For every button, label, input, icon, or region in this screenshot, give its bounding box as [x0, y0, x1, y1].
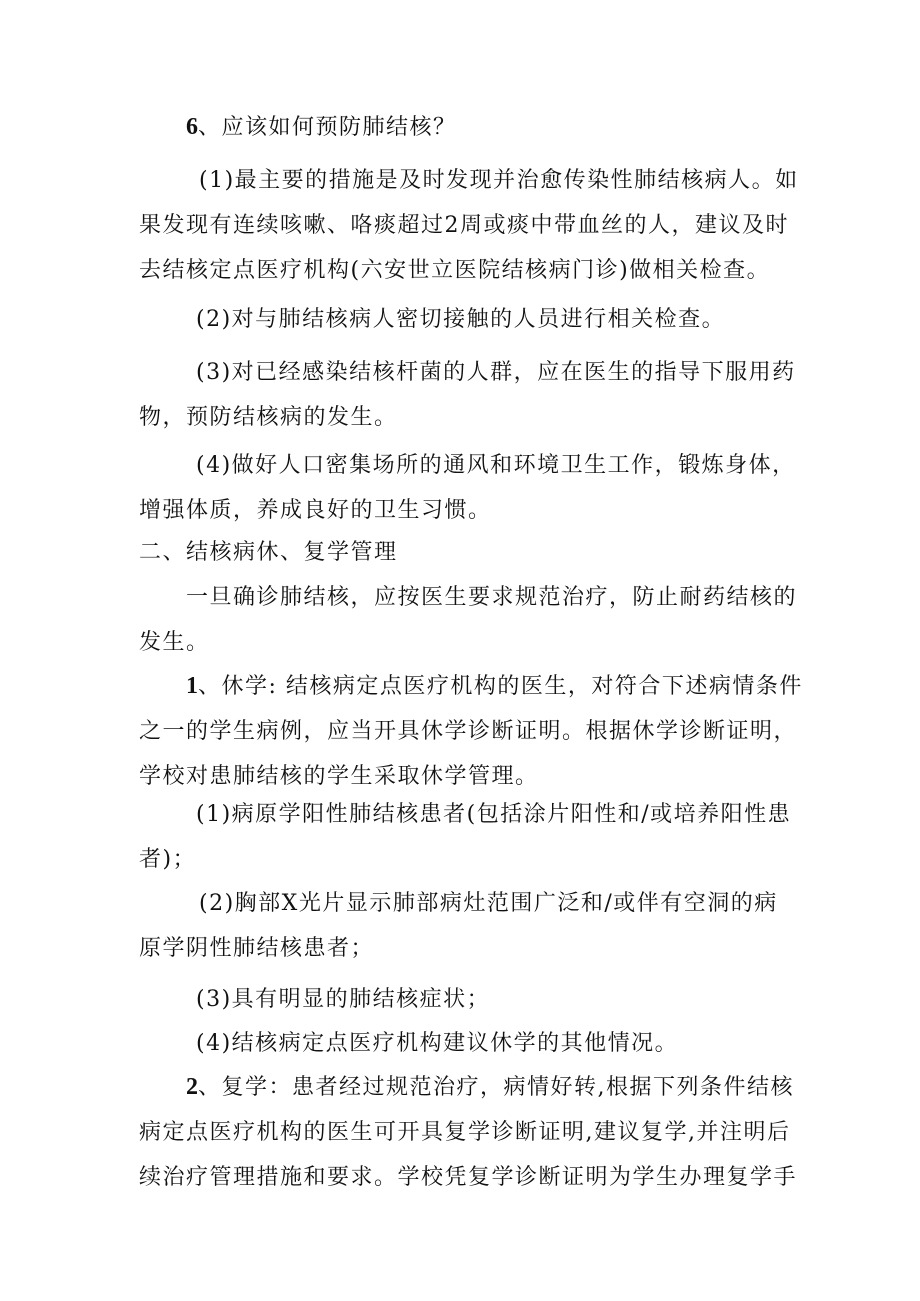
heading-text: 、应该如何预防肺结核？ — [198, 115, 457, 140]
text-line: 去结核定点医疗机构(六安世立医院结核病门诊)做相关检查。 — [139, 258, 771, 283]
text-line: 病定点医疗机构的医生可开具复学诊断证明,建议复学,并注明后 — [139, 1120, 791, 1145]
text-line: 增强体质，养成良好的卫生习惯。 — [139, 498, 492, 523]
resumption-paragraph — [139, 1065, 809, 1200]
text-line: (4)做好人口密集场所的通风和环境卫生工作，锻炼身体， — [196, 453, 796, 478]
text-line: 之一的学生病例，应当开具休学诊断证明。根据休学诊断证明， — [139, 719, 798, 744]
text-line — [139, 1065, 809, 1110]
question-heading — [186, 110, 457, 141]
condition-3-paragraph: (3)具有明显的肺结核症状； — [196, 987, 491, 1012]
heading-number: 6 — [186, 114, 198, 140]
measure-3-paragraph — [139, 350, 809, 440]
text-line: 者)； — [139, 847, 197, 872]
text-line: (1)最主要的措施是及时发现并治愈传染性肺结核病人。如 — [199, 168, 799, 193]
text-line: (2)胸部X光片显示肺部病灶范围广泛和/或伴有空洞的病 — [199, 891, 778, 916]
section-heading: 二、结核病休、复学管理 — [139, 540, 398, 565]
text-line: 发生。 — [139, 630, 210, 655]
text-line: 果发现有连续咳嗽、咯痰超过2周或痰中带血丝的人，建议及时 — [139, 213, 789, 238]
diagnosis-paragraph — [139, 575, 809, 665]
text-line: (3)对已经感染结核杆菌的人群，应在医生的指导下服用药 — [196, 360, 796, 385]
text-line: 一旦确诊肺结核，应按医生要求规范治疗，防止耐药结核的 — [186, 585, 798, 610]
suspension-title: 、休学: 结核病定点医疗机构的医生，对符合下述病情条件 — [198, 674, 803, 699]
condition-1-paragraph — [139, 792, 809, 882]
text-line — [139, 664, 809, 709]
measure-2-paragraph: (2)对与肺结核病人密切接触的人员进行相关检查。 — [196, 307, 726, 332]
condition-2-paragraph — [139, 881, 809, 971]
resumption-title: 、复学：患者经过规范治疗，病情好转,根据下列条件结核 — [198, 1075, 794, 1100]
text-line: 续治疗管理措施和要求。学校凭复学诊断证明为学生办理复学手 — [139, 1165, 798, 1190]
text-line: 原学阴性肺结核患者； — [139, 936, 375, 961]
suspension-paragraph — [139, 664, 809, 799]
suspension-number: 1 — [186, 673, 198, 699]
resumption-number: 2 — [186, 1074, 198, 1100]
text-line: 学校对患肺结核的学生采取休学管理。 — [139, 764, 539, 789]
text-line: (1)病原学阳性肺结核患者(包括涂片阳性和/或培养阳性患 — [196, 802, 792, 827]
measure-1-paragraph — [139, 158, 809, 293]
condition-4-paragraph: (4)结核病定点医疗机构建议休学的其他情况。 — [196, 1031, 679, 1056]
text-line: 物，预防结核病的发生。 — [139, 405, 398, 430]
measure-4-paragraph — [139, 443, 809, 533]
